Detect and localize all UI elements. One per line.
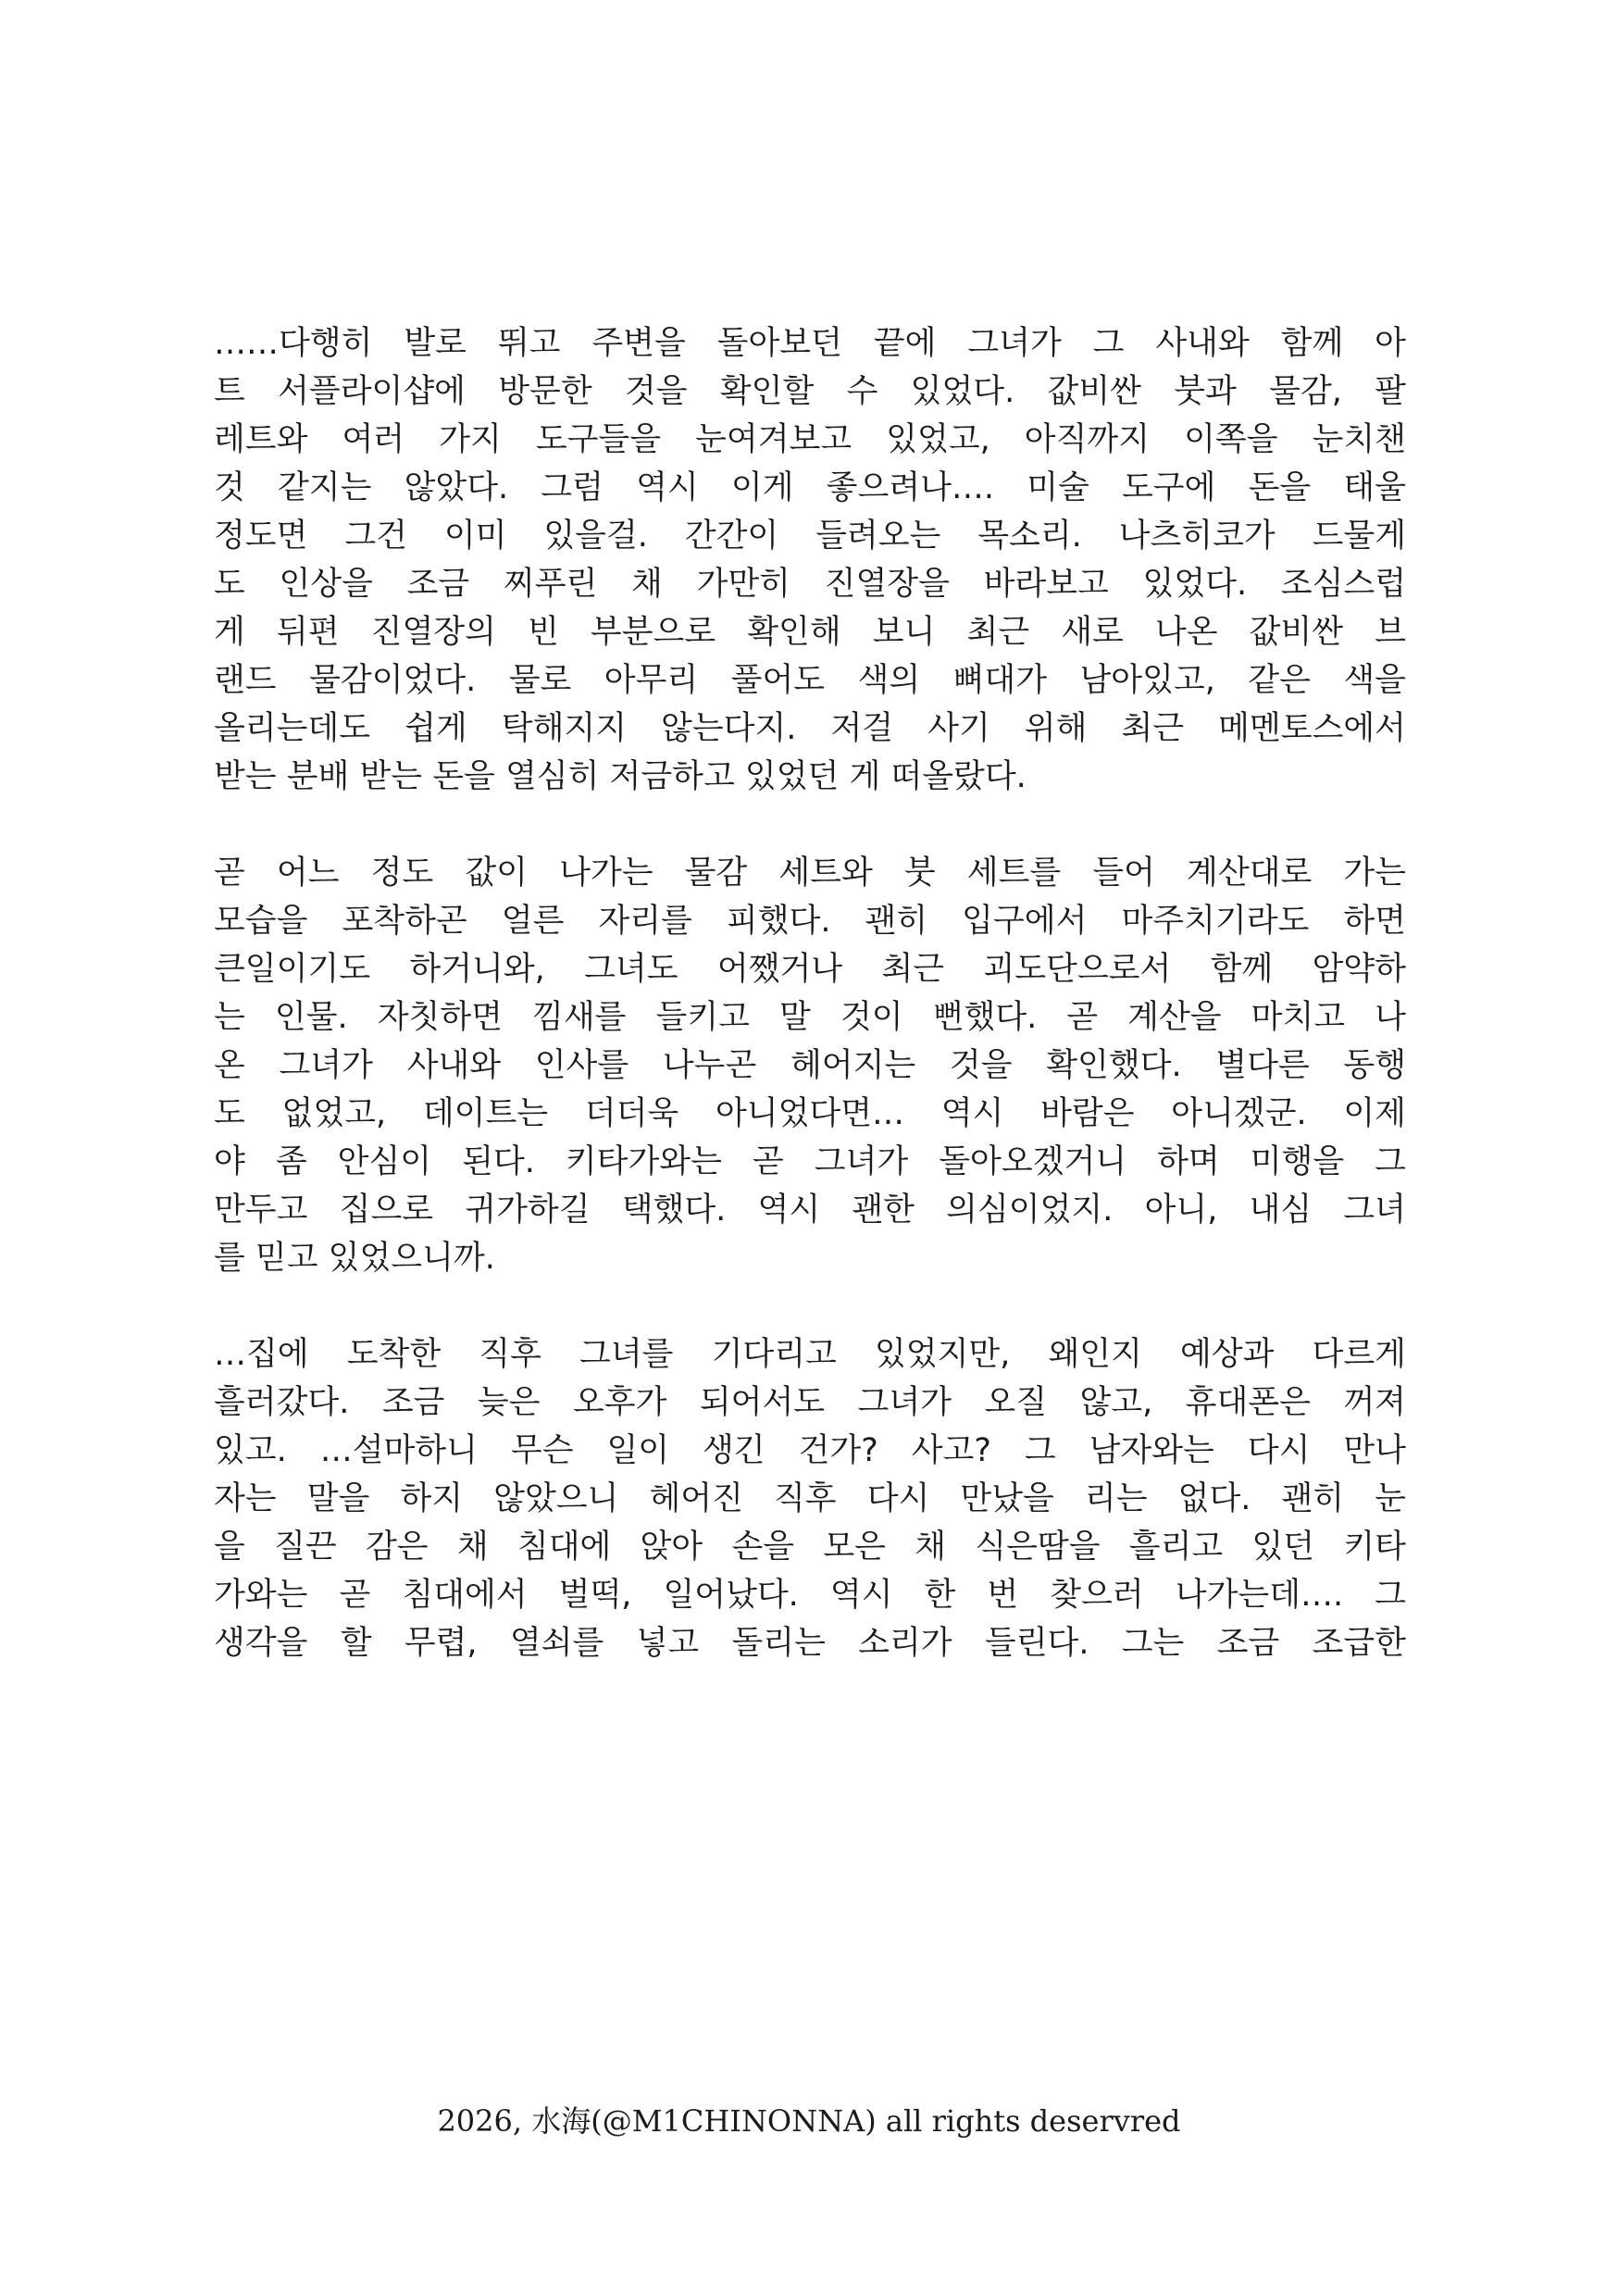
text-line: 모습을 포착하곤 얼른 자리를 피했다. 괜히 입구에서 마주치기라도 하면 bbox=[214, 903, 1406, 940]
text-line: 레트와 여러 가지 도구들을 눈여겨보고 있었고, 아직까지 이쪽을 눈치챈 bbox=[214, 421, 1406, 458]
text-line: 가와는 곧 침대에서 벌떡, 일어났다. 역시 한 번 찾으러 나가는데…. 그 bbox=[214, 1577, 1406, 1614]
text-line: 것 같지는 않았다. 그럼 역시 이게 좋으려나…. 미술 도구에 돈을 태울 bbox=[214, 469, 1406, 506]
text-line: …집에 도착한 직후 그녀를 기다리고 있었지만, 왜인지 예상과 다르게 bbox=[214, 1336, 1406, 1373]
text-line: 만두고 집으로 귀가하길 택했다. 역시 괜한 의심이었지. 아니, 내심 그녀 bbox=[214, 1192, 1406, 1229]
text-line: 자는 말을 하지 않았으니 헤어진 직후 다시 만났을 리는 없다. 괜히 눈 bbox=[214, 1480, 1406, 1517]
text-line: 흘러갔다. 조금 늦은 오후가 되어서도 그녀가 오질 않고, 휴대폰은 꺼져 bbox=[214, 1384, 1406, 1421]
copyright-footer: 2026, 水海(@M1CHINONNA) all rights deservred bbox=[437, 2103, 1181, 2139]
text-line: 있고. …설마하니 무슨 일이 생긴 건가? 사고? 그 남자와는 다시 만나 bbox=[214, 1432, 1406, 1469]
text-line: 도 인상을 조금 찌푸린 채 가만히 진열장을 바라보고 있었다. 조심스럽 bbox=[214, 566, 1406, 603]
text-line: 온 그녀가 사내와 인사를 나누곤 헤어지는 것을 확인했다. 별다른 동행 bbox=[214, 1047, 1406, 1084]
text-line: ……다행히 발로 뛰고 주변을 돌아보던 끝에 그녀가 그 사내와 함께 아 bbox=[214, 325, 1406, 362]
text-line: 을 질끈 감은 채 침대에 앉아 손을 모은 채 식은땀을 흘리고 있던 키타 bbox=[214, 1529, 1406, 1566]
text-line: 정도면 그건 이미 있을걸. 간간이 들려오는 목소리. 나츠히코가 드물게 bbox=[214, 518, 1406, 555]
text-line: 트 서플라이샵에 방문한 것을 확인할 수 있었다. 값비싼 붓과 물감, 팔 bbox=[214, 373, 1406, 410]
text-line: 생각을 할 무렵, 열쇠를 넣고 돌리는 소리가 들린다. 그는 조금 조급한 bbox=[214, 1625, 1406, 1662]
text-line: 도 없었고, 데이트는 더더욱 아니었다면… 역시 바람은 아니겠군. 이제 bbox=[214, 1095, 1406, 1132]
text-line: 게 뒤편 진열장의 빈 부분으로 확인해 보니 최근 새로 나온 값비싼 브 bbox=[214, 614, 1406, 651]
text-line: 는 인물. 자칫하면 낌새를 들키고 말 것이 뻔했다. 곧 계산을 마치고 나 bbox=[214, 999, 1406, 1036]
text-line: 랜드 물감이었다. 물로 아무리 풀어도 색의 뼈대가 남아있고, 같은 색을 bbox=[214, 662, 1406, 699]
paragraph-3 bbox=[214, 1330, 1406, 1667]
text-line: 올리는데도 쉽게 탁해지지 않는다지. 저걸 사기 위해 최근 메멘토스에서 bbox=[214, 710, 1406, 747]
text-line: 곧 어느 정도 값이 나가는 물감 세트와 붓 세트를 들어 계산대로 가는 bbox=[214, 855, 1406, 892]
story-body bbox=[214, 319, 1406, 1716]
text-line: 를 믿고 있었으니까. bbox=[214, 1240, 495, 1277]
paragraph-1 bbox=[214, 319, 1406, 801]
text-line: 큰일이기도 하거니와, 그녀도 어쨌거나 최근 괴도단으로서 함께 암약하 bbox=[214, 951, 1406, 988]
paragraph-2 bbox=[214, 849, 1406, 1282]
text-line: 야 좀 안심이 된다. 키타가와는 곧 그녀가 돌아오겠거니 하며 미행을 그 bbox=[214, 1143, 1406, 1180]
text-line: 받는 분배 받는 돈을 열심히 저금하고 있었던 게 떠올랐다. bbox=[214, 758, 1027, 795]
